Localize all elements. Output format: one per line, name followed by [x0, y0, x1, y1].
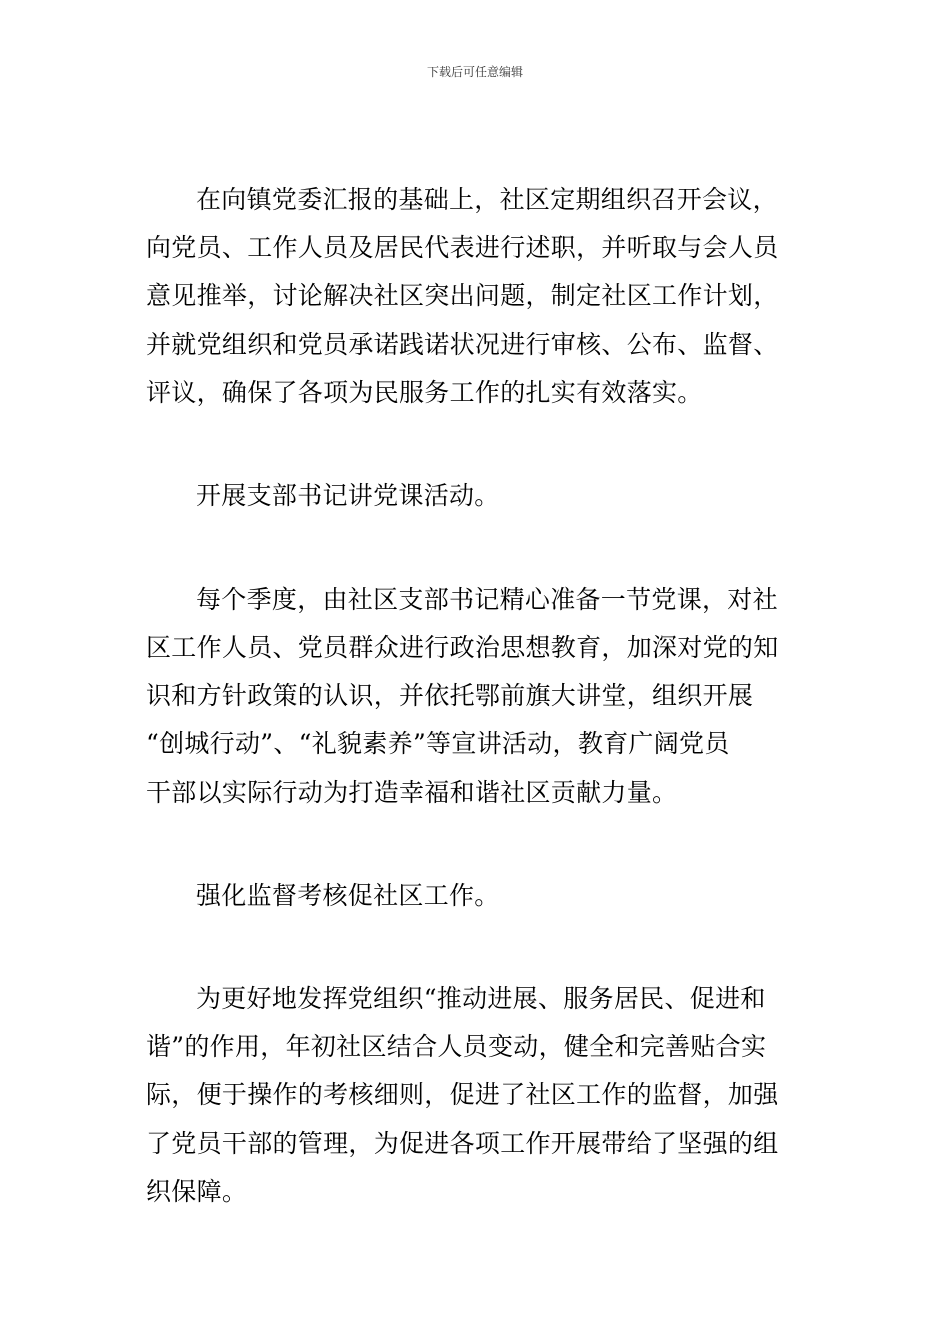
paragraph-line: 每个季度，由社区支部书记精心准备一节党课，对社	[196, 585, 778, 614]
paragraph-line: 区工作人员、党员群众进行政治思想教育，加深对党的知	[146, 633, 779, 662]
paragraph-line: 干部以实际行动为打造幸福和谐社区贡献力量。	[146, 778, 678, 807]
paragraph-line: 织保障。	[146, 1177, 248, 1206]
section-heading: 开展支部书记讲党课活动。	[196, 481, 500, 510]
paragraph-line: 向党员、工作人员及居民代表进行述职，并听取与会人员	[146, 233, 779, 262]
section-heading: 强化监督考核促社区工作。	[196, 881, 500, 910]
paragraph-line: 际，便于操作的考核细则，促进了社区工作的监督，加强	[146, 1080, 779, 1109]
paragraph-line: 评议，确保了各项为民服务工作的扎实有效落实。	[146, 378, 703, 407]
paragraph-line: 了党员干部的管理，为促进各项工作开展带给了坚强的组	[146, 1129, 779, 1158]
paragraph-line: 识和方针政策的认识，并依托鄂前旗大讲堂，组织开展	[146, 681, 754, 710]
paragraph-line: 意见推举，讨论解决社区突出问题，制定社区工作计划，	[146, 281, 779, 310]
paragraph-line: “创城行动”、“礼貌素养”等宣讲活动，教育广阔党员	[146, 729, 730, 758]
paragraph-line: 在向镇党委汇报的基础上，社区定期组织召开会议，	[196, 185, 778, 214]
paragraph-line: 为更好地发挥党组织“推动进展、服务居民、促进和	[196, 984, 766, 1013]
page-header: 下载后可任意编辑	[426, 65, 523, 79]
paragraph-line: 并就党组织和党员承诺践诺状况进行审核、公布、监督、	[146, 330, 779, 359]
paragraph-line: 谐”的作用，年初社区结合人员变动，健全和完善贴合实	[146, 1032, 767, 1061]
